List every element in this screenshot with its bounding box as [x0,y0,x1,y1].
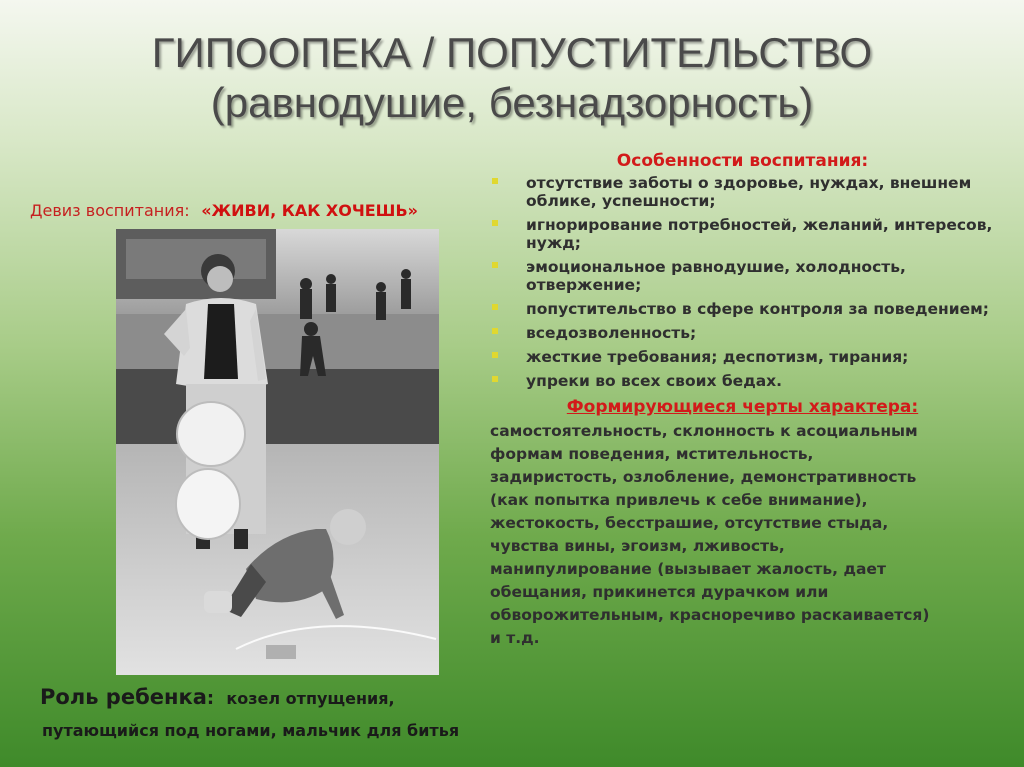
traits-line: чувства вины, эгоизм, лживость, [490,537,785,555]
motto-label: Девиз воспитания: [30,201,190,220]
feature-item: попустительство в сфере контроля за поведением; [490,300,1015,318]
bullet-icon [492,262,498,268]
bullet-icon [492,352,498,358]
feature-item: игнорирование потребностей, желаний, интересов, нужд; [490,216,1015,252]
bullet-icon [492,376,498,382]
traits-line: жестокость, бесстрашие, отсутствие стыда, [490,514,889,532]
traits-line: обещания, прикинется дурачком или [490,583,829,601]
role-colon: : [206,688,215,709]
role-label: Роль ребенка [40,685,207,709]
role-text-2: путающийся под ногами, мальчик для битья [42,721,460,740]
child-role [40,684,459,744]
feature-item: жесткие требования; деспотизм, тирания; [490,348,1015,366]
traits-line: формам поведения, мстительность, [490,445,814,463]
traits-line: задиристость, озлобление, демонстративность [490,468,917,486]
feature-item: вседозволенность; [490,324,1015,342]
role-text-1: козел отпущения, [226,689,395,708]
traits-line: самостоятельность, склонность к асоциальным [490,422,918,440]
traits-heading: Формирующиеся черты характера: [566,397,919,417]
slide-title [0,28,1024,128]
title-line-1: ГИПООПЕКА / ПОПУСТИТЕЛЬСТВО [151,29,873,76]
traits-line: манипулирование (вызывает жалость, дает [490,560,886,578]
motto [30,201,418,220]
traits-line: обворожительным, красноречиво раскаивается) [490,606,930,624]
bullet-icon [492,220,498,226]
bullet-icon [492,328,498,334]
traits-line: и т.д. [490,629,540,647]
feature-item: отсутствие заботы о здоровье, нуждах, внешнем облике, успешности; [490,174,1015,210]
features-heading: Особенности воспитания: [616,151,869,171]
feature-item: эмоциональное равнодушие, холодность, отвержение; [490,258,1015,294]
features-list [490,174,1015,390]
motto-value: «ЖИВИ, КАК ХОЧЕШЬ» [201,201,418,220]
photo-mother-and-child [116,229,439,675]
traits-line: (как попытка привлечь к себе внимание), [490,491,868,509]
bullet-icon [492,178,498,184]
bullet-icon [492,304,498,310]
feature-item: упреки во всех своих бедах. [490,372,1015,390]
title-line-2: (равнодушие, безнадзорность) [210,79,814,126]
photo-illustration [116,229,439,675]
traits-text [490,420,1015,650]
right-column [490,150,1015,650]
